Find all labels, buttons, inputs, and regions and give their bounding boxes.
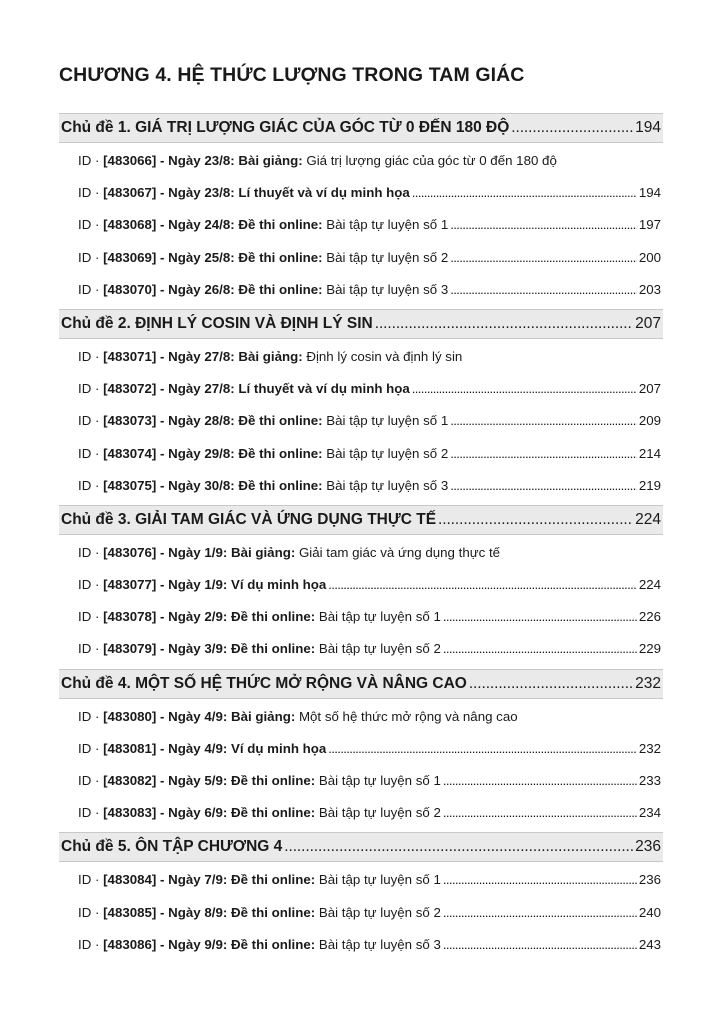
toc-entry[interactable] xyxy=(59,341,663,373)
entry-text: Bài tập tự luyện số 2 xyxy=(315,805,441,821)
entry-page-number: 224 xyxy=(638,577,661,593)
entry-id-prefix: ID · xyxy=(78,872,104,888)
entry-label xyxy=(78,733,326,765)
entry-code: [483084] - Ngày 7/9: Đề thi online: xyxy=(103,872,316,888)
toc-entry[interactable] xyxy=(59,569,663,601)
entry-id-prefix: ID · xyxy=(78,641,104,657)
entry-label xyxy=(78,569,326,601)
topic-page-number: 236 xyxy=(635,838,661,856)
entry-page-number: 234 xyxy=(638,805,661,821)
table-of-contents xyxy=(59,113,663,961)
entry-id-prefix: ID · xyxy=(78,153,104,168)
entry-page-number: 240 xyxy=(638,904,661,920)
toc-entry[interactable] xyxy=(59,797,663,829)
entry-label xyxy=(78,209,448,241)
entry-id-prefix: ID · xyxy=(78,904,104,920)
entry-text: Bài tập tự luyện số 1 xyxy=(315,609,441,625)
entry-code: [483073] - Ngày 28/8: Đề thi online: xyxy=(103,413,323,429)
entry-page-number: 214 xyxy=(638,445,661,461)
entry-label xyxy=(78,373,410,405)
toc-entry[interactable] xyxy=(59,405,663,437)
entry-page-number: 197 xyxy=(638,217,661,233)
toc-entry[interactable] xyxy=(59,373,663,405)
entry-code: [483080] - Ngày 4/9: Bài giảng: xyxy=(103,708,296,724)
toc-entry[interactable] xyxy=(59,438,663,470)
toc-entry[interactable] xyxy=(59,765,663,797)
topic-title: Chủ đề 2. ĐỊNH LÝ COSIN VÀ ĐỊNH LÝ SIN xyxy=(61,314,373,332)
entry-code: [483081] - Ngày 4/9: Ví dụ minh họa xyxy=(103,740,327,756)
dot-leader xyxy=(443,601,637,633)
entry-id-prefix: ID · xyxy=(78,185,104,201)
entry-code: [483085] - Ngày 8/9: Đề thi online: xyxy=(103,904,316,920)
entry-label xyxy=(78,601,441,633)
entry-page-number: 219 xyxy=(638,477,661,493)
entry-id-prefix: ID · xyxy=(78,740,104,756)
entry-code: [483068] - Ngày 24/8: Đề thi online: xyxy=(103,217,323,233)
toc-entry[interactable] xyxy=(59,864,663,896)
entry-id-prefix: ID · xyxy=(78,708,104,724)
entry-code: [483074] - Ngày 29/8: Đề thi online: xyxy=(103,445,323,461)
entry-label xyxy=(78,797,441,829)
entry-label xyxy=(78,537,500,569)
dot-leader xyxy=(328,569,637,601)
dot-leader xyxy=(450,274,637,306)
topic-page-number: 207 xyxy=(635,314,661,332)
entry-text: Bài tập tự luyện số 3 xyxy=(315,936,441,952)
dot-leader xyxy=(450,405,637,437)
topic-heading[interactable] xyxy=(59,505,663,535)
topic-heading[interactable] xyxy=(59,113,663,143)
topic-heading[interactable] xyxy=(59,832,663,862)
entry-label xyxy=(78,633,441,665)
entry-label xyxy=(78,470,448,502)
toc-entry[interactable] xyxy=(59,242,663,274)
entry-label xyxy=(78,438,448,470)
entry-text: Bài tập tự luyện số 3 xyxy=(322,281,449,297)
entry-code: [483086] - Ngày 9/9: Đề thi online: xyxy=(103,936,316,952)
topic-heading[interactable] xyxy=(59,309,663,339)
entry-code: [483072] - Ngày 27/8: Lí thuyết và ví dụ minh họa xyxy=(103,381,410,397)
entry-code: [483071] - Ngày 27/8: Bài giảng: xyxy=(103,348,303,364)
entry-code: [483070] - Ngày 26/8: Đề thi online: xyxy=(103,281,323,297)
toc-entry[interactable] xyxy=(59,929,663,961)
dot-leader xyxy=(443,797,637,829)
entry-page-number: 207 xyxy=(638,381,661,397)
entry-label xyxy=(78,929,441,961)
toc-entry[interactable] xyxy=(59,733,663,765)
entry-code: [483077] - Ngày 1/9: Ví dụ minh họa xyxy=(103,577,327,593)
entry-text: Bài tập tự luyện số 1 xyxy=(322,413,449,429)
entry-text: Bài tập tự luyện số 2 xyxy=(322,445,449,461)
topic-page-number: 224 xyxy=(635,510,661,528)
entry-page-number: 236 xyxy=(638,872,661,888)
entry-page-number: 209 xyxy=(638,413,661,429)
dot-leader xyxy=(443,897,637,929)
entry-label xyxy=(78,242,448,274)
entry-code: [483076] - Ngày 1/9: Bài giảng: xyxy=(103,544,296,560)
toc-entry[interactable] xyxy=(59,209,663,241)
dot-leader xyxy=(438,506,633,534)
entry-label xyxy=(78,897,441,929)
dot-leader xyxy=(412,177,637,209)
toc-entry[interactable] xyxy=(59,633,663,665)
dot-leader xyxy=(450,242,637,274)
dot-leader xyxy=(443,929,637,961)
entry-label xyxy=(78,701,518,733)
entry-page-number: 232 xyxy=(638,740,661,756)
entry-text: Bài tập tự luyện số 2 xyxy=(322,249,449,265)
dot-leader xyxy=(443,765,637,797)
dot-leader xyxy=(412,373,637,405)
entry-id-prefix: ID · xyxy=(78,773,104,788)
entry-id-prefix: ID · xyxy=(78,217,104,233)
dot-leader xyxy=(450,209,637,241)
entry-id-prefix: ID · xyxy=(78,249,104,265)
toc-entry[interactable] xyxy=(59,537,663,569)
entry-code: [483067] - Ngày 23/8: Lí thuyết và ví dụ minh họa xyxy=(103,185,410,201)
entry-label xyxy=(78,145,557,177)
dot-leader xyxy=(328,733,637,765)
entry-text: Giá trị lượng giác của góc từ 0 đến 180 độ xyxy=(302,153,557,168)
entry-code: [483069] - Ngày 25/8: Đề thi online: xyxy=(103,249,323,265)
topic-title: Chủ đề 5. ÔN TẬP CHƯƠNG 4 xyxy=(61,838,283,856)
entry-code: [483066] - Ngày 23/8: Bài giảng: xyxy=(103,153,303,168)
entry-code: [483082] - Ngày 5/9: Đề thi online: xyxy=(103,773,316,788)
dot-leader xyxy=(375,310,633,338)
toc-entry[interactable] xyxy=(59,601,663,633)
entry-label xyxy=(78,405,448,437)
entry-label xyxy=(78,765,441,797)
dot-leader xyxy=(469,670,633,698)
dot-leader xyxy=(511,114,633,142)
entry-code: [483079] - Ngày 3/9: Đề thi online: xyxy=(103,641,316,657)
entry-label xyxy=(78,177,410,209)
dot-leader xyxy=(443,864,637,896)
entry-text: Giải tam giác và ứng dụng thực tế xyxy=(295,544,501,560)
entry-id-prefix: ID · xyxy=(78,413,104,429)
entry-code: [483083] - Ngày 6/9: Đề thi online: xyxy=(103,805,316,821)
entry-page-number: 194 xyxy=(638,185,661,201)
entry-text: Bài tập tự luyện số 2 xyxy=(315,904,441,920)
entry-id-prefix: ID · xyxy=(78,281,104,297)
toc-entry[interactable] xyxy=(59,701,663,733)
entry-page-number: 203 xyxy=(638,281,661,297)
entry-text: Bài tập tự luyện số 1 xyxy=(315,773,441,788)
topic-title: Chủ đề 1. GIÁ TRỊ LƯỢNG GIÁC CỦA GÓC TỪ 0 ĐẾN 180 ĐỘ xyxy=(61,119,510,136)
entry-code: [483078] - Ngày 2/9: Đề thi online: xyxy=(103,609,316,625)
entry-text: Bài tập tự luyện số 2 xyxy=(315,641,441,657)
entry-id-prefix: ID · xyxy=(78,348,104,364)
entry-page-number: 229 xyxy=(638,641,661,657)
dot-leader xyxy=(443,633,637,665)
toc-entry[interactable] xyxy=(59,274,663,306)
entry-id-prefix: ID · xyxy=(78,445,104,461)
entry-id-prefix: ID · xyxy=(78,577,104,593)
topic-page-number: 194 xyxy=(635,119,661,136)
topic-heading[interactable] xyxy=(59,669,663,699)
toc-entry[interactable] xyxy=(59,177,663,209)
toc-entry[interactable] xyxy=(59,897,663,929)
entry-label xyxy=(78,341,462,373)
entry-page-number: 200 xyxy=(638,249,661,265)
entry-id-prefix: ID · xyxy=(78,544,104,560)
entry-code: [483075] - Ngày 30/8: Đề thi online: xyxy=(103,477,323,493)
entry-text: Một số hệ thức mở rộng và nâng cao xyxy=(295,708,518,724)
topic-title: Chủ đề 3. GIẢI TAM GIÁC VÀ ỨNG DỤNG THỰC TẾ xyxy=(61,510,437,528)
entry-id-prefix: ID · xyxy=(78,805,104,821)
entry-id-prefix: ID · xyxy=(78,609,104,625)
entry-page-number: 233 xyxy=(638,773,661,788)
entry-label xyxy=(78,864,441,896)
topic-page-number: 232 xyxy=(635,674,661,692)
dot-leader xyxy=(450,470,637,502)
entry-text: Bài tập tự luyện số 3 xyxy=(322,477,449,493)
entry-label xyxy=(78,274,448,306)
entry-text: Bài tập tự luyện số 1 xyxy=(315,872,441,888)
toc-entry[interactable] xyxy=(59,145,663,177)
entry-id-prefix: ID · xyxy=(78,381,104,397)
toc-entry[interactable] xyxy=(59,470,663,502)
dot-leader xyxy=(450,438,637,470)
topic-title: Chủ đề 4. MỘT SỐ HỆ THỨC MỞ RỘNG VÀ NÂNG CAO xyxy=(61,674,467,692)
entry-id-prefix: ID · xyxy=(78,936,104,952)
dot-leader xyxy=(284,833,633,861)
entry-page-number: 243 xyxy=(638,936,661,952)
entry-text: Bài tập tự luyện số 1 xyxy=(322,217,449,233)
entry-text: Định lý cosin và định lý sin xyxy=(302,348,463,364)
chapter-title: CHƯƠNG 4. HỆ THỨC LƯỢNG TRONG TAM GIÁC xyxy=(59,64,525,86)
entry-id-prefix: ID · xyxy=(78,477,104,493)
entry-page-number: 226 xyxy=(638,609,661,625)
